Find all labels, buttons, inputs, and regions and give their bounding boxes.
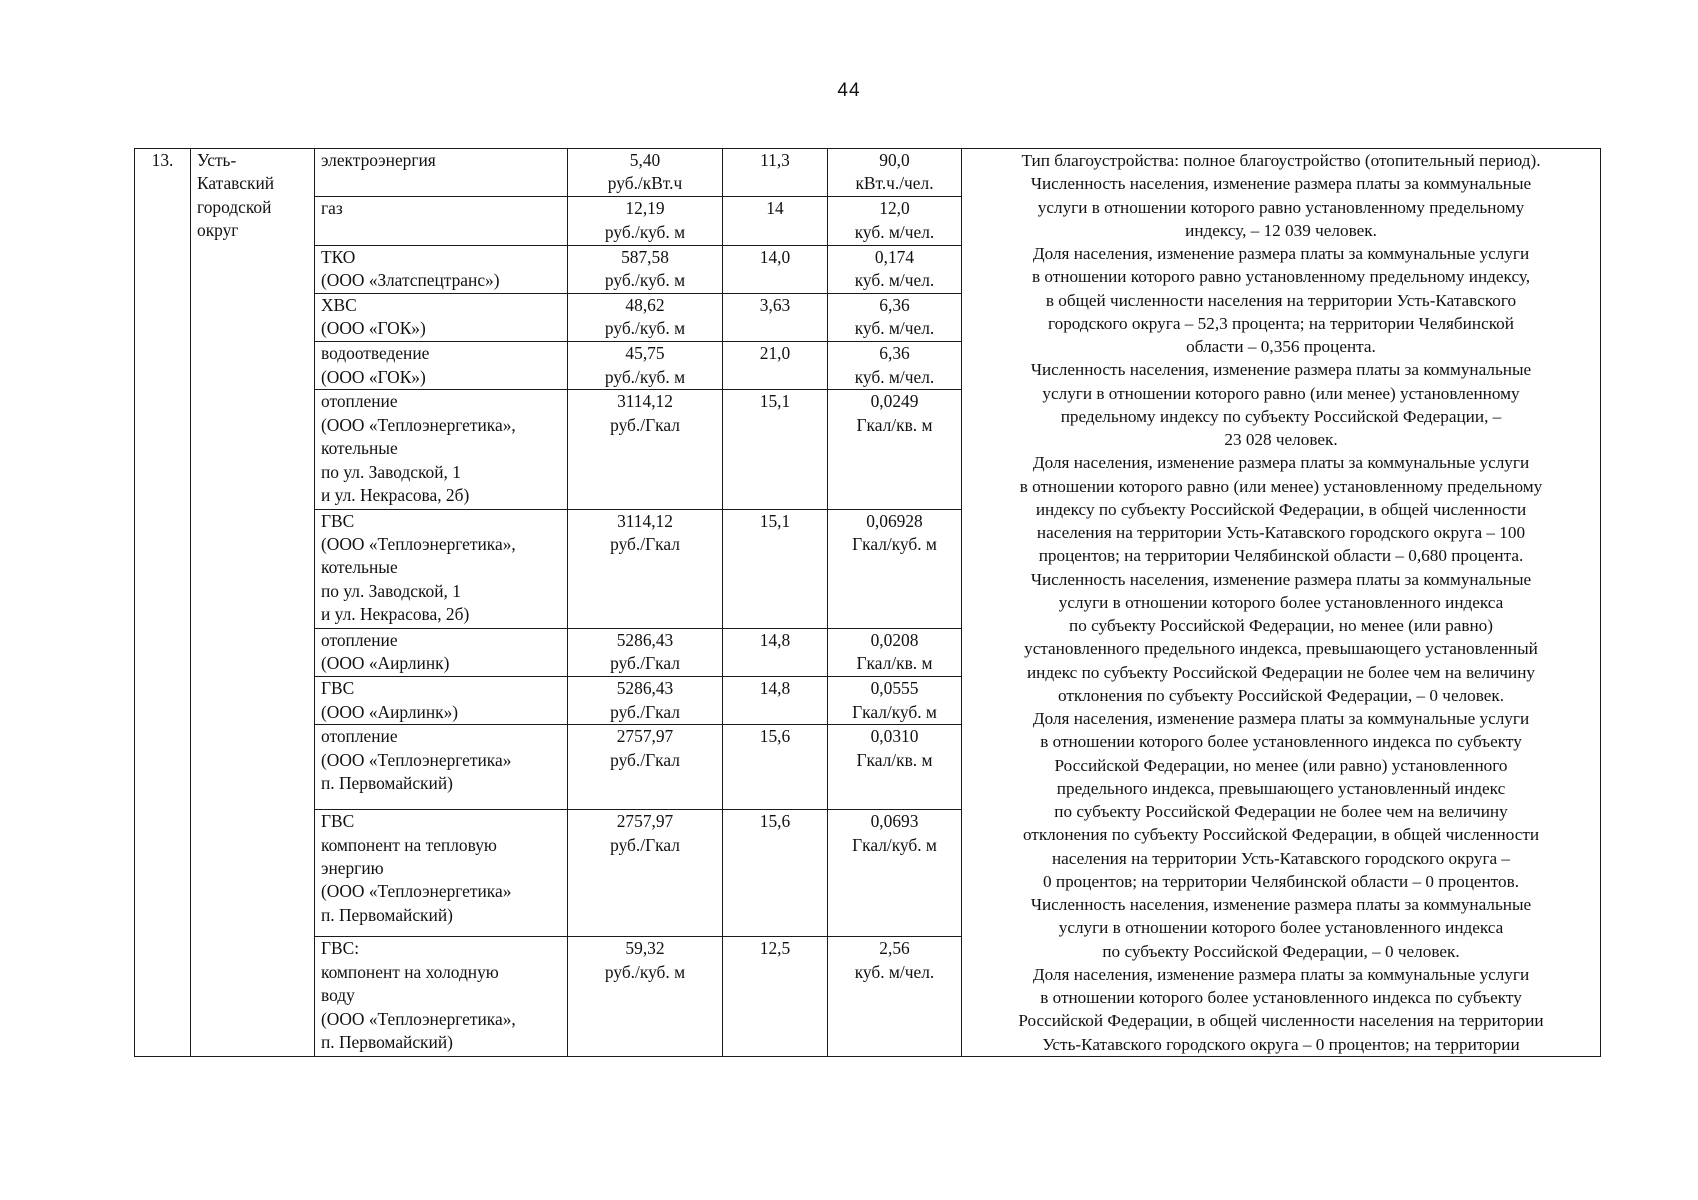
norm-cell: 0,0555 Гкал/куб. м bbox=[828, 677, 962, 725]
index-cell: 14 bbox=[723, 197, 828, 245]
note-line: Численность населения, изменение размера платы за коммунальные bbox=[1030, 360, 1532, 380]
tariff-cell: 2757,97 руб./Гкал bbox=[568, 810, 723, 937]
note-line: индекс по субъекту Российской Федерации не более чем на величину bbox=[1026, 662, 1536, 682]
tariff-cell: 59,32 руб./куб. м bbox=[568, 937, 723, 1056]
note-line: в отношении которого более установленного индекса по субъекту bbox=[1040, 732, 1522, 752]
note-line: услуги в отношении которого равно (или менее) установленному bbox=[1042, 383, 1520, 403]
row-number: 13. bbox=[135, 149, 191, 1057]
note-line: Доля населения, изменение размера платы за коммунальные услуги bbox=[1032, 453, 1530, 473]
notes-cell bbox=[962, 149, 1601, 1057]
note-line: Доля населения, изменение размера платы за коммунальные услуги bbox=[1032, 964, 1530, 984]
index-cell: 11,3 bbox=[723, 149, 828, 197]
note-line: по субъекту Российской Федерации, но менее (или равно) bbox=[1069, 616, 1493, 635]
service-cell: электроэнергия bbox=[315, 149, 568, 197]
tariff-cell: 48,62 руб./куб. м bbox=[568, 293, 723, 341]
index-cell: 21,0 bbox=[723, 342, 828, 390]
note-line: услуги в отношении которого равно установленному предельному bbox=[1037, 197, 1525, 217]
note-line: индексу, – 12 039 человек. bbox=[1185, 220, 1377, 240]
note-line: населения на территории Усть-Катавского городского округа – 100 bbox=[1036, 523, 1526, 542]
service-cell: ГВС компонент на тепловую энергию (ООО «Теплоэнергетика» п. Первомайский) bbox=[315, 810, 568, 937]
page-number: 44 bbox=[837, 80, 861, 101]
note-line: отклонения по субъекту Российской Федерации, в общей численности bbox=[1022, 825, 1540, 845]
note-line: области – 0,356 процента. bbox=[1186, 337, 1376, 356]
note-line: отклонения по субъекту Российской Федерации, – 0 человек. bbox=[1057, 685, 1505, 705]
note-line: индексу по субъекту Российской Федерации, в общей численности bbox=[1035, 499, 1527, 519]
note-line: Численность населения, изменение размера платы за коммунальные bbox=[1030, 895, 1532, 914]
note-line: по субъекту Российской Федерации не более чем на величину bbox=[1054, 802, 1508, 821]
service-cell: отопление (ООО «Теплоэнергетика», котельные по ул. Заводской, 1 и ул. Некрасова, 2б) bbox=[315, 390, 568, 509]
note-line: Доля населения, изменение размера платы за коммунальные услуги bbox=[1032, 244, 1530, 263]
note-line: в общей численности населения на территории Усть-Катавского bbox=[1045, 290, 1517, 310]
region-name: Усть-Катавский городской округ bbox=[191, 149, 315, 1057]
note-line: 23 028 человек. bbox=[1224, 430, 1338, 449]
service-cell: ГВС: компонент на холодную воду (ООО «Теплоэнергетика», п. Первомайский) bbox=[315, 937, 568, 1056]
tariff-cell: 5,40 руб./кВт.ч bbox=[568, 149, 723, 197]
service-cell: водоотведение (ООО «ГОК») bbox=[315, 342, 568, 390]
index-cell: 12,5 bbox=[723, 937, 828, 1056]
norm-cell: 6,36 куб. м/чел. bbox=[828, 293, 962, 341]
note-line: в отношении которого более установленного индекса по субъекту bbox=[1040, 988, 1522, 1007]
tariff-cell: 3114,12 руб./Гкал bbox=[568, 509, 723, 628]
tariff-cell: 2757,97 руб./Гкал bbox=[568, 725, 723, 810]
tariff-cell: 5286,43 руб./Гкал bbox=[568, 677, 723, 725]
note-line: Усть-Катавского городского округа – 0 процентов; на территории bbox=[1042, 1034, 1520, 1054]
note-line: услуги в отношении которого более установленного индекса bbox=[1058, 592, 1504, 612]
tariff-cell: 45,75 руб./куб. м bbox=[568, 342, 723, 390]
norm-cell: 0,174 куб. м/чел. bbox=[828, 245, 962, 293]
tariff-cell: 12,19 руб./куб. м bbox=[568, 197, 723, 245]
norm-cell: 90,0 кВт.ч./чел. bbox=[828, 149, 962, 197]
service-cell: ХВС (ООО «ГОК») bbox=[315, 293, 568, 341]
note-line: по субъекту Российской Федерации, – 0 человек. bbox=[1102, 941, 1460, 961]
service-cell: ТКО (ООО «Златспецтранс») bbox=[315, 245, 568, 293]
index-cell: 15,1 bbox=[723, 390, 828, 509]
index-cell: 15,1 bbox=[723, 509, 828, 628]
tariff-table bbox=[134, 148, 1601, 1057]
note-line: городского округа – 52,3 процента; на территории Челябинской bbox=[1048, 313, 1514, 333]
note-line: населения на территории Усть-Катавского городского округа – bbox=[1051, 848, 1511, 868]
norm-cell: 0,06928 Гкал/куб. м bbox=[828, 509, 962, 628]
tariff-cell: 3114,12 руб./Гкал bbox=[568, 390, 723, 509]
norm-cell: 0,0693 Гкал/куб. м bbox=[828, 810, 962, 937]
note-line: предельного индекса, превышающего установленный индекс bbox=[1056, 778, 1506, 798]
note-line: установленного предельного индекса, превышающего установленный bbox=[1024, 639, 1538, 659]
note-line: услуги в отношении которого более установленного индекса bbox=[1058, 918, 1504, 938]
note-line: Численность населения, изменение размера платы за коммунальные bbox=[1030, 569, 1532, 589]
service-cell: отопление (ООО «Теплоэнергетика» п. Первомайский) bbox=[315, 725, 568, 810]
note-line: в отношении которого равно (или менее) установленному предельному bbox=[1019, 476, 1543, 496]
tariff-cell: 587,58 руб./куб. м bbox=[568, 245, 723, 293]
index-cell: 14,0 bbox=[723, 245, 828, 293]
index-cell: 14,8 bbox=[723, 677, 828, 725]
table-row bbox=[135, 149, 1601, 197]
tariff-cell: 5286,43 руб./Гкал bbox=[568, 628, 723, 676]
note-line: предельному индексу по субъекту Российской Федерации, – bbox=[1060, 406, 1502, 426]
norm-cell: 6,36 куб. м/чел. bbox=[828, 342, 962, 390]
service-cell: ГВС (ООО «Теплоэнергетика», котельные по ул. Заводской, 1 и ул. Некрасова, 2б) bbox=[315, 509, 568, 628]
index-cell: 15,6 bbox=[723, 810, 828, 937]
norm-cell: 0,0249 Гкал/кв. м bbox=[828, 390, 962, 509]
service-cell: газ bbox=[315, 197, 568, 245]
norm-cell: 0,0208 Гкал/кв. м bbox=[828, 628, 962, 676]
norm-cell: 12,0 куб. м/чел. bbox=[828, 197, 962, 245]
note-line: 0 процентов; на территории Челябинской области – 0 процентов. bbox=[1042, 871, 1520, 891]
norm-cell: 2,56 куб. м/чел. bbox=[828, 937, 962, 1056]
service-cell: ГВС (ООО «Аирлинк») bbox=[315, 677, 568, 725]
service-cell: отопление (ООО «Аирлинк) bbox=[315, 628, 568, 676]
note-line: Российской Федерации, но менее (или равно) установленного bbox=[1054, 755, 1508, 775]
note-line: Доля населения, изменение размера платы за коммунальные услуги bbox=[1032, 709, 1530, 728]
note-line: в отношении которого равно установленному предельному индексу, bbox=[1031, 267, 1531, 287]
norm-cell: 0,0310 Гкал/кв. м bbox=[828, 725, 962, 810]
index-cell: 15,6 bbox=[723, 725, 828, 810]
index-cell: 14,8 bbox=[723, 628, 828, 676]
note-line: Российской Федерации, в общей численности населения на территории bbox=[1018, 1011, 1544, 1031]
note-line: Тип благоустройства: полное благоустройство (отопительный период). bbox=[1021, 151, 1541, 170]
note-line: Численность населения, изменение размера платы за коммунальные bbox=[1030, 174, 1532, 194]
note-line: процентов; на территории Челябинской области – 0,680 процента. bbox=[1038, 546, 1524, 566]
index-cell: 3,63 bbox=[723, 293, 828, 341]
